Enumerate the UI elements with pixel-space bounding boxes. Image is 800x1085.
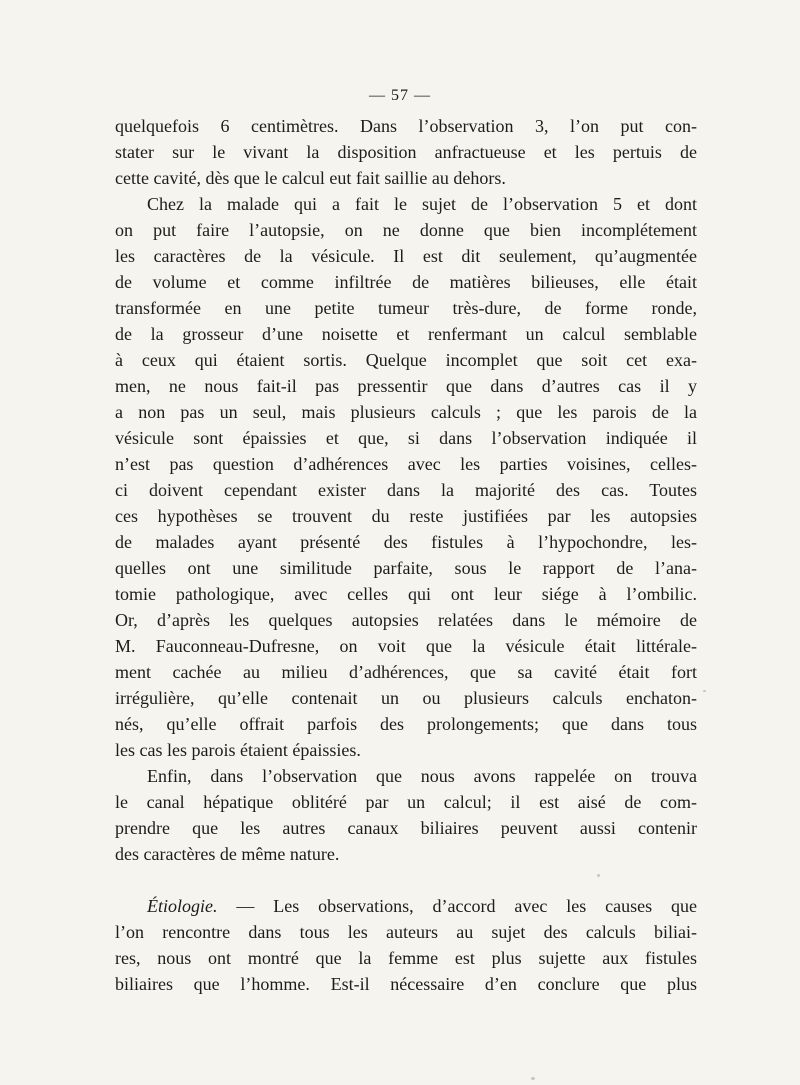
text-line: irrégulière, qu’elle contenait un ou plusieurs calculs enchaton- (115, 688, 697, 708)
text-line: de volume et comme infiltrée de matières bilieuses, elle était (115, 272, 697, 292)
paper-speck (597, 874, 600, 877)
text-line: les cas les parois étaient épaissies. (115, 740, 361, 760)
text-line: ci doivent cependant exister dans la majorité des cas. Toutes (115, 480, 697, 500)
text-line: on put faire l’autopsie, on ne donne que bien incomplétement (115, 220, 697, 240)
paper-speck (703, 690, 706, 692)
text-line: stater sur le vivant la disposition anfractueuse et les pertuis de (115, 142, 697, 162)
etiology-heading: Étiologie. (147, 896, 218, 916)
text-line: cette cavité, dès que le calcul eut fait saillie au dehors. (115, 168, 506, 188)
text-line: ces hypothèses se trouvent du reste justifiées par les autopsies (115, 506, 697, 526)
text-line: le canal hépatique oblitéré par un calcul; il est aisé de com- (115, 792, 697, 812)
text-line: Or, d’après les quelques autopsies relatées dans le mémoire de (115, 610, 697, 630)
text-line: prendre que les autres canaux biliaires peuvent aussi contenir (115, 818, 697, 838)
text-line: quelquefois 6 centimètres. Dans l’observation 3, l’on put con- (115, 116, 697, 136)
text-line: M. Fauconneau-Dufresne, on voit que la vésicule était littérale- (115, 636, 697, 656)
text-line: biliaires que l’homme. Est-il nécessaire d’en conclure que plus (115, 974, 697, 994)
text-line: men, ne nous fait-il pas pressentir que dans d’autres cas il y (115, 376, 697, 396)
text-line: transformée en une petite tumeur très-dure, de forme ronde, (115, 298, 697, 318)
page-number: — 57 — (369, 87, 431, 104)
text-line: ment cachée au milieu d’adhérences, que sa cavité était fort (115, 662, 697, 682)
text-line: n’est pas question d’adhérences avec les parties voisines, celles- (115, 454, 697, 474)
text-line: des caractères de même nature. (115, 844, 340, 864)
text-line: de la grosseur d’une noisette et renfermant un calcul semblable (115, 324, 697, 344)
text-line: de malades ayant présenté des fistules à l’hypochondre, les- (115, 532, 697, 552)
text-line: l’on rencontre dans tous les auteurs au sujet des calculs biliai- (115, 922, 697, 942)
paper-speck (531, 1077, 535, 1080)
text-line: a non pas un seul, mais plusieurs calculs ; que les parois de la (115, 402, 697, 422)
etiology-first-line (147, 893, 697, 919)
text-line: tomie pathologique, avec celles qui ont leur siége à l’ombilic. (115, 584, 697, 604)
etiology-first-line-text: — Les observations, d’accord avec les causes que (236, 896, 698, 916)
text-line: nés, qu’elle offrait parfois des prolongements; que dans tous (115, 714, 697, 734)
text-line: vésicule sont épaissies et que, si dans l’observation indiquée il (115, 428, 697, 448)
text-line: les caractères de la vésicule. Il est dit seulement, qu’augmentée (115, 246, 697, 266)
text-line: Enfin, dans l’observation que nous avons rappelée on trouva (147, 766, 697, 786)
text-line: res, nous ont montré que la femme est plus sujette aux fistules (115, 948, 697, 968)
text-line: quelles ont une similitude parfaite, sous le rapport de l’ana- (115, 558, 697, 578)
text-line: à ceux qui étaient sortis. Quelque incomplet que soit cet exa- (115, 350, 697, 370)
text-line: Chez la malade qui a fait le sujet de l’observation 5 et dont (147, 194, 697, 214)
